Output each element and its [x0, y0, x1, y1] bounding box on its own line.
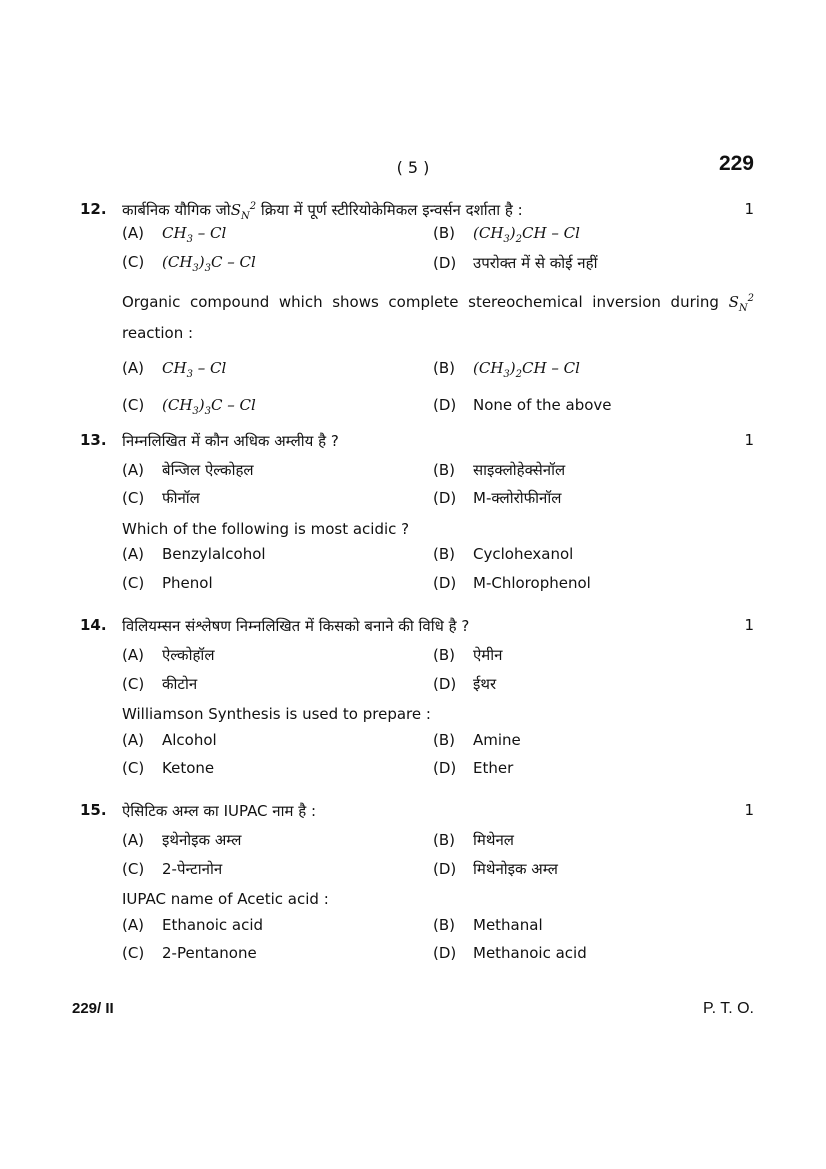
footer-paper-code: 229/ II: [72, 1000, 114, 1017]
question-text-hindi: विलियम्सन संश्लेषण निम्नलिखित में किसको बनाने की विधि है ?: [122, 617, 470, 635]
option-c-hindi: (C) फीनॉल: [122, 489, 200, 507]
option-d-hindi: (D) मिथेनोइक अम्ल: [433, 860, 558, 878]
option-row: [80, 859, 754, 887]
option-a-english: (A) Alcohol: [122, 731, 217, 749]
question-text-hindi: कार्बनिक यौगिक $जोS_N^2$ क्रिया में पूर्ण स्टीरियोकेमिकल इन्वर्सन दर्शाता है :: [122, 201, 523, 222]
question-14: [80, 616, 754, 788]
question-marks: 1: [744, 616, 754, 634]
question-number: 12.: [80, 200, 107, 218]
option-d-english: (D) Ether: [433, 759, 514, 777]
question-marks: 1: [744, 431, 754, 449]
option-row: [80, 253, 754, 283]
question-number: 14.: [80, 616, 107, 634]
option-row: [80, 645, 754, 674]
option-a-hindi: (A) $CH_3$ – Cl: [122, 224, 227, 245]
question-header: [80, 801, 754, 830]
option-d-hindi: (D) उपरोक्त में से कोई नहीं: [433, 254, 598, 272]
option-row: [80, 545, 754, 574]
option-c-hindi: (C) $(CH_3)_3C$ – Cl: [122, 253, 256, 274]
option-a-english: (A) $CH_3$ – Cl: [122, 359, 227, 380]
question-15: [80, 801, 754, 973]
option-row: [80, 460, 754, 488]
option-d-hindi: (D) M-क्लोरोफीनॉल: [433, 489, 562, 507]
option-d-english: (D) Methanoic acid: [433, 944, 587, 962]
option-row: [80, 916, 754, 944]
question-text-english: Williamson Synthesis is used to prepare :: [122, 705, 431, 723]
option-b-english: (B) $(CH_3)_2CH$ – Cl: [433, 359, 580, 380]
option-a-hindi: (A) बेन्जिल ऐल्कोहल: [122, 461, 254, 479]
question-header: [80, 431, 754, 460]
option-b-english: (B) Cyclohexanol: [433, 545, 574, 563]
option-d-english: (D) None of the above: [433, 396, 612, 414]
paper-code: 229: [718, 152, 754, 175]
question-12: [80, 200, 754, 426]
question-text-hindi: ऐसिटिक अम्ल का IUPAC नाम है :: [122, 802, 317, 820]
option-row: [80, 359, 754, 396]
option-c-english: (C) Ketone: [122, 759, 215, 777]
option-row: [80, 488, 754, 517]
question-13: [80, 431, 754, 603]
sn2-symbol: $S_N^2$: [230, 201, 257, 222]
question-marks: 1: [744, 200, 754, 218]
question-text-english: IUPAC name of Acetic acid :: [122, 890, 329, 908]
option-d-english: (D) M-Chlorophenol: [433, 574, 591, 592]
page-number: ( 5 ): [396, 158, 430, 177]
option-a-hindi: (A) ऐल्कोहॉल: [122, 646, 215, 664]
option-row: [80, 944, 754, 973]
question-number: 15.: [80, 801, 107, 819]
option-row: [80, 759, 754, 788]
option-b-hindi: (B) मिथेनल: [433, 831, 514, 849]
option-row: [80, 674, 754, 702]
footer-pto: P. T. O.: [703, 1000, 754, 1017]
option-a-english: (A) Benzylalcohol: [122, 545, 266, 563]
option-row: [80, 574, 754, 603]
question-text-hindi: निम्नलिखित में कौन अधिक अम्लीय है ?: [122, 432, 339, 450]
option-b-english: (B) Amine: [433, 731, 521, 749]
question-text-english: Organic compound which shows complete stereochemical inversion during $S_N^2$ reaction :: [122, 293, 754, 342]
option-b-english: (B) Methanal: [433, 916, 543, 934]
option-c-english: (C) Phenol: [122, 574, 213, 592]
option-b-hindi: (B) साइक्लोहेक्सेनॉल: [433, 461, 566, 479]
option-c-english: (C) 2-Pentanone: [122, 944, 257, 962]
option-row: [80, 830, 754, 859]
option-row: [80, 396, 754, 426]
question-header: [80, 200, 754, 224]
option-b-hindi: (B) $(CH_3)_2CH$ – Cl: [433, 224, 580, 245]
option-a-english: (A) Ethanoic acid: [122, 916, 264, 934]
question-text-english: Which of the following is most acidic ?: [122, 520, 410, 538]
option-row: [80, 731, 754, 759]
option-c-english: (C) $(CH_3)_3C$ – Cl: [122, 396, 256, 417]
option-d-hindi: (D) ईथर: [433, 675, 497, 693]
option-row: [80, 224, 754, 253]
option-c-hindi: (C) कीटोन: [122, 675, 198, 693]
sn2-symbol: $S_N^2$: [728, 293, 754, 314]
option-a-hindi: (A) इथेनोइक अम्ल: [122, 831, 242, 849]
option-c-hindi: (C) 2-पेन्टानोन: [122, 860, 223, 878]
question-number: 13.: [80, 431, 107, 449]
question-header: [80, 616, 754, 645]
question-marks: 1: [744, 801, 754, 819]
option-b-hindi: (B) ऐमीन: [433, 646, 503, 664]
